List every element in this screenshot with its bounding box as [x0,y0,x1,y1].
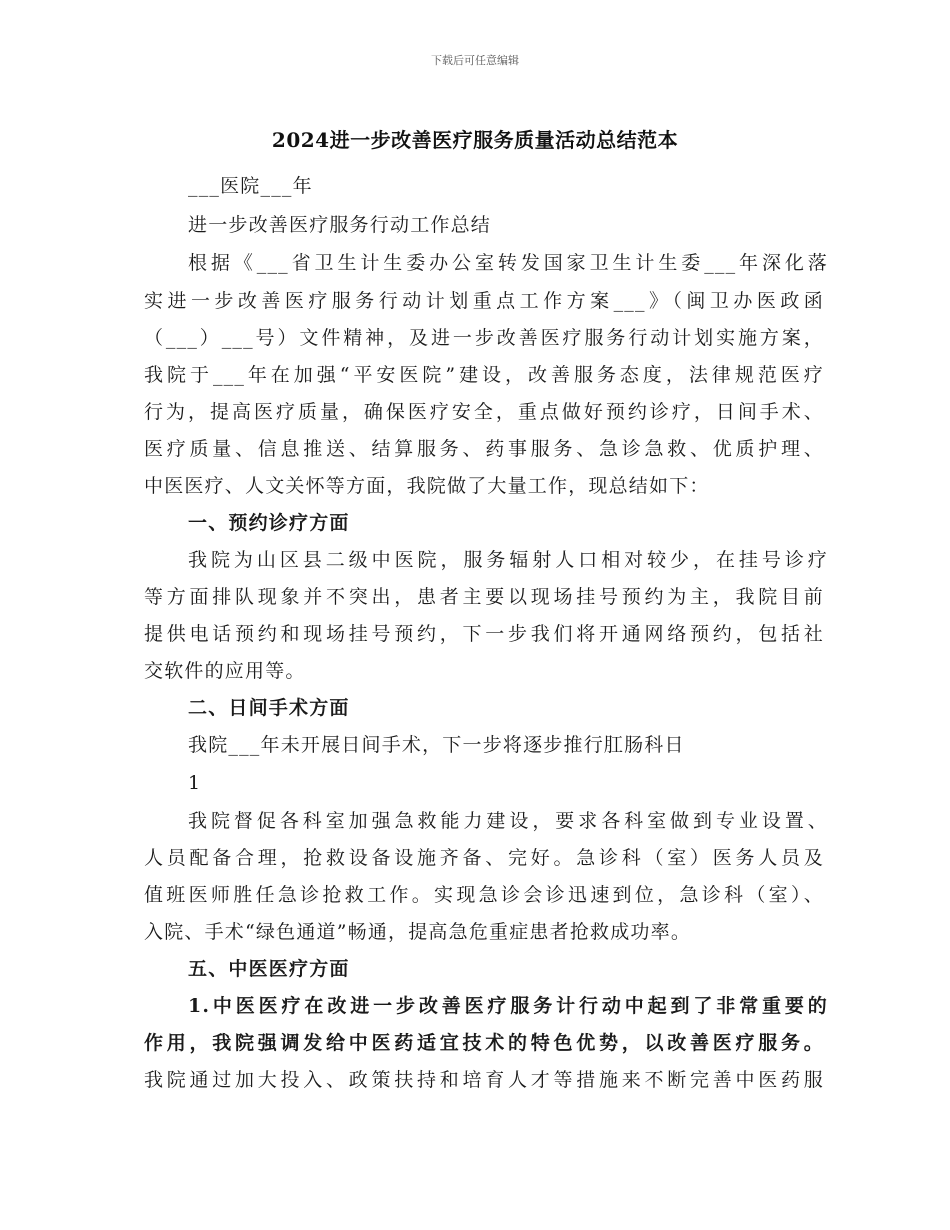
paragraph-line: 人员配备合理，抢救设备设施齐备、完好。急诊科（室）医务人员及 [144,847,824,869]
bold-paragraph-line: 1.中医医疗在改进一步改善医疗服务计行动中起到了非常重要的 [188,995,828,1017]
paragraph-line: （___）___号）文件精神，及进一步改善医疗服务行动计划实施方案， [144,327,824,349]
bold-paragraph-line: 作用，我院强调发给中医药适宜技术的特色优势，以改善医疗服务。 [144,1032,824,1054]
section-heading: 一、预约诊疗方面 [188,512,350,534]
paragraph-line: 实进一步改善医疗服务行动计划重点工作方案___》（闽卫办医政函 [144,290,824,312]
header-note: 下载后可任意编辑 [431,54,519,67]
paragraph-line: 根据《___省卫生计生委办公室转发国家卫生计生委___年深化落 [188,252,828,274]
section-heading: 五、中医医疗方面 [188,958,350,980]
paragraph-line: 医疗质量、信息推送、结算服务、药事服务、急诊急救、优质护理、 [144,438,824,460]
hospital-year-line: ___医院___年 [188,175,313,197]
paragraph-line: 我院于___年在加强“平安医院”建设，改善服务态度，法律规范医疗 [144,364,824,386]
section-heading: 二、日间手术方面 [188,697,350,719]
paragraph-line: 行为，提高医疗质量，确保医疗安全，重点做好预约诊疗，日间手术、 [144,401,824,423]
paragraph-line: 值班医师胜任急诊抢救工作。实现急诊会诊迅速到位，急诊科（室）、 [144,884,824,906]
paragraph-line: 等方面排队现象并不突出，患者主要以现场挂号预约为主，我院目前 [144,586,824,608]
document-title: 2024进一步改善医疗服务质量活动总结范本 [271,128,679,152]
paragraph-line: 提供电话预约和现场挂号预约，下一步我们将开通网络预约，包括社 [144,623,824,645]
paragraph-line: 我院督促各科室加强急救能力建设，要求各科室做到专业设置、 [188,810,828,832]
paragraph-line: 交软件的应用等。 [144,660,306,682]
page-number: 1 [188,772,202,794]
paragraph-line: 我院为山区县二级中医院，服务辐射人口相对较少，在挂号诊疗 [188,549,828,571]
paragraph-line: 中医医疗、人文关怀等方面，我院做了大量工作，现总结如下： [144,475,710,497]
subtitle-line: 进一步改善医疗服务行动工作总结 [188,214,492,236]
paragraph-line: 入院、手术“绿色通道”畅通，提高急危重症患者抢救成功率。 [144,921,692,943]
paragraph-line: 我院通过加大投入、政策扶持和培育人才等措施来不断完善中医药服 [144,1069,824,1091]
paragraph-line: 我院___年未开展日间手术，下一步将逐步推行肛肠科日 [188,734,685,756]
